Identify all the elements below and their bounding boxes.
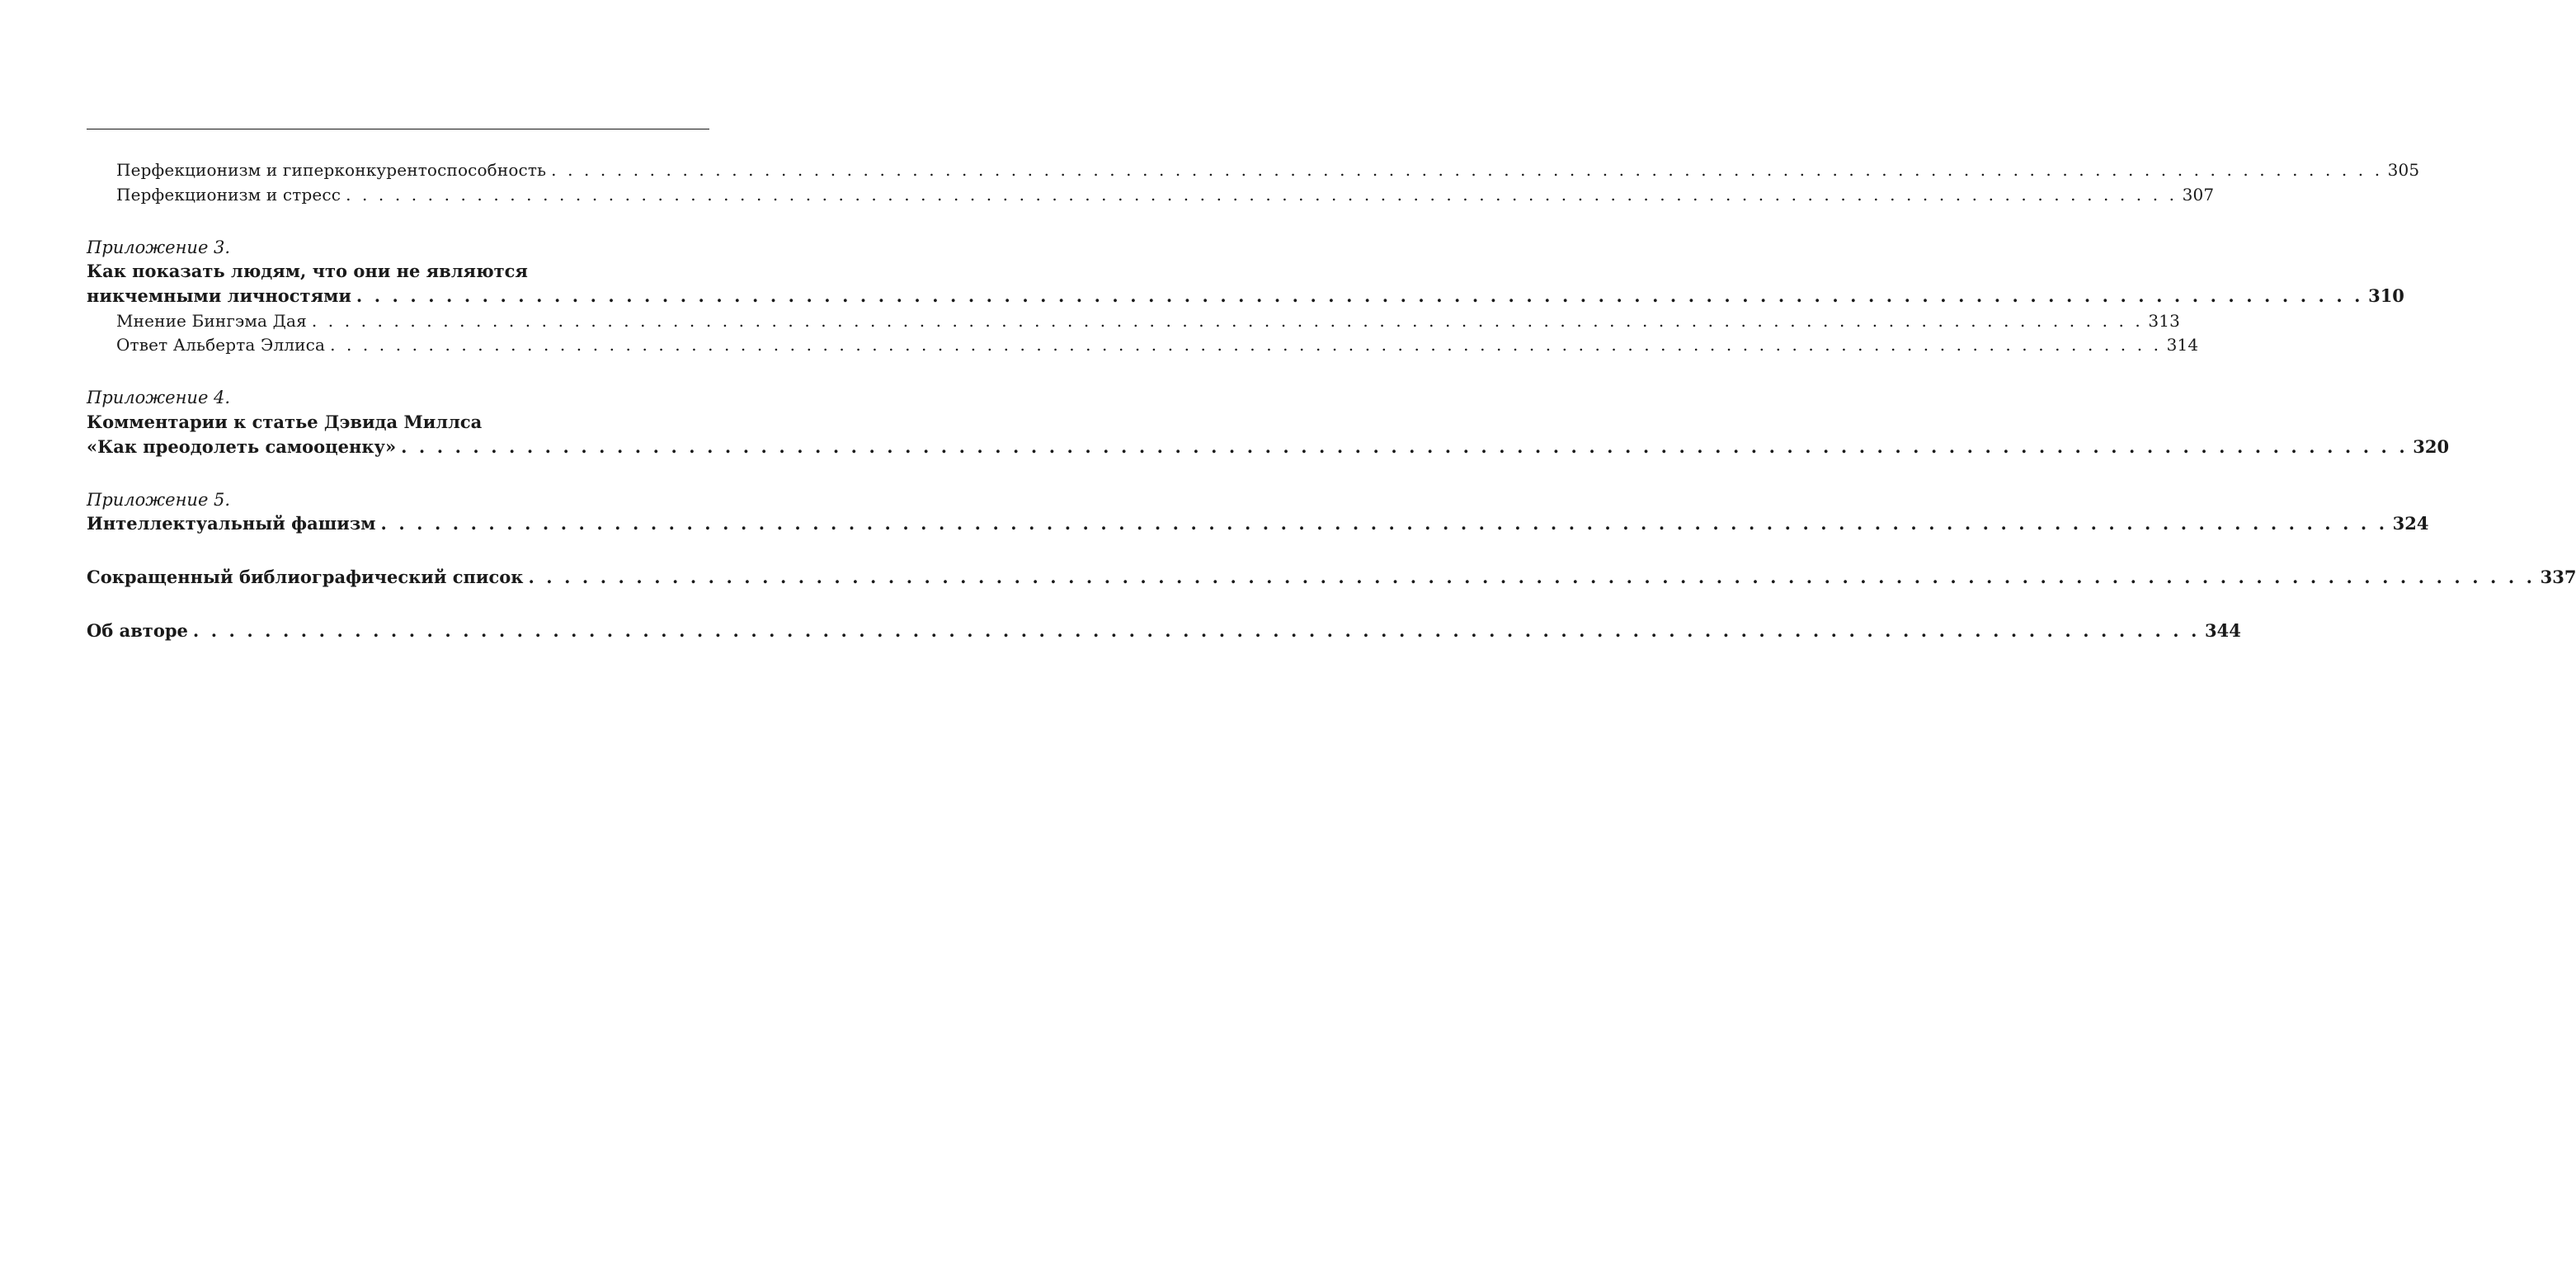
dot-leader: . . . . . . . . . . . . . . . . . . . . . . . . . . . . . . . . . . . . . . . . . . . . . . . . . . . . . . . . . . . . . . . . . . . . . . . . . . . . . . . . . . . . . . . . . . . . . . . . . . . . . . . . . . . . . . . . xyxy=(311,311,2144,331)
toc-entry-title: Мнение Бингэма Дая xyxy=(116,311,307,331)
toc-entry-about-author xyxy=(87,619,2241,643)
dot-leader: . . . . . . . . . . . . . . . . . . . . . . . . . . . . . . . . . . . . . . . . . . . . . . . . . . . . . . . . . . . . . . . . . . . . . . . . . . . . . . . . . . . . . . . . . . . . . . . . . . . . . . . . . . . . . . . . xyxy=(356,285,2364,306)
toc-entry-title: Интеллектуальный фашизм xyxy=(87,513,376,534)
toc-entry-page: 324 xyxy=(2392,513,2429,534)
dot-leader: . . . . . . . . . . . . . . . . . . . . . . . . . . . . . . . . . . . . . . . . . . . . . . . . . . . . . . . . . . . . . . . . . . . . . . . . . . . . . . . . . . . . . . . . . . . . . . . . . . . . . . . . . . . . . . . . xyxy=(330,335,2162,355)
toc-entry-perfectionism-competitiveness xyxy=(116,158,2420,182)
toc-entry-page: 307 xyxy=(2182,185,2215,205)
toc-entry-title: Перфекционизм и гиперконкурентоспособность xyxy=(116,160,547,180)
toc-entry-worthless-people-line2 xyxy=(87,284,2404,308)
dot-leader: . . . . . . . . . . . . . . . . . . . . . . . . . . . . . . . . . . . . . . . . . . . . . . . . . . . . . . . . . . . . . . . . . . . . . . . . . . . . . . . . . . . . . . . . . . . . . . . . . . . . . . . . . . . . . . . . xyxy=(380,513,2388,534)
toc-entry-title: Приложение 5. xyxy=(87,490,231,510)
toc-entry-page: 337 xyxy=(2540,567,2576,587)
toc-entry-title: никчемными личностями xyxy=(87,285,351,306)
toc-entry-title: Об авторе xyxy=(87,620,188,641)
toc-entry-title: Сокращенный библиографический список xyxy=(87,567,524,587)
toc-entry-title: «Как преодолеть самооценку» xyxy=(87,436,397,457)
toc-entry-page: 344 xyxy=(2205,620,2241,641)
toc-entry-title: Ответ Альберта Эллиса xyxy=(116,335,326,355)
toc-entry-page: 310 xyxy=(2368,285,2404,306)
toc-appendix-label-4 xyxy=(87,385,709,410)
toc-entry-title: Как показать людям, что они не являются xyxy=(87,261,528,281)
dot-leader: . . . . . . . . . . . . . . . . . . . . . . . . . . . . . . . . . . . . . . . . . . . . . . . . . . . . . . . . . . . . . . . . . . . . . . . . . . . . . . . . . . . . . . . . . . . . . . . . . . . . . . . . . . . . . . . . xyxy=(346,185,2178,205)
dot-leader: . . . . . . . . . . . . . . . . . . . . . . . . . . . . . . . . . . . . . . . . . . . . . . . . . . . . . . . . . . . . . . . . . . . . . . . . . . . . . . . . . . . . . . . . . . . . . . . . . . . . . . . . . . . . . . . . xyxy=(401,436,2409,457)
dot-leader: . . . . . . . . . . . . . . . . . . . . . . . . . . . . . . . . . . . . . . . . . . . . . . . . . . . . . . . . . . . . . . . . . . . . . . . . . . . . . . . . . . . . . . . . . . . . . . . . . . . . . . . . . . . . . . . . xyxy=(528,567,2536,587)
toc-entry-title: Приложение 3. xyxy=(87,238,231,257)
toc-entry-perfectionism-stress xyxy=(116,182,2215,207)
toc-entry-albert-ellis-answer xyxy=(116,332,2199,357)
toc-entry-page: 314 xyxy=(2166,335,2199,355)
toc-entry-page: 313 xyxy=(2148,311,2181,331)
toc-appendix-label-5 xyxy=(87,487,709,512)
toc-entry-page: 320 xyxy=(2413,436,2450,457)
dot-leader: . . . . . . . . . . . . . . . . . . . . . . . . . . . . . . . . . . . . . . . . . . . . . . . . . . . . . . . . . . . . . . . . . . . . . . . . . . . . . . . . . . . . . . . . . . . . . . . . . . . . . . . . . . . . . . . . xyxy=(551,160,2383,180)
toc-entry-title: Приложение 4. xyxy=(87,388,231,407)
toc-entry-intellectual-fascism xyxy=(87,511,2429,536)
toc-entry-title: Перфекционизм и стресс xyxy=(116,185,341,205)
toc-entry-title: Комментарии к статье Дэвида Миллса xyxy=(87,412,483,432)
dot-leader: . . . . . . . . . . . . . . . . . . . . . . . . . . . . . . . . . . . . . . . . . . . . . . . . . . . . . . . . . . . . . . . . . . . . . . . . . . . . . . . . . . . . . . . . . . . . . . . . . . . . . . . . . . . . . . . . xyxy=(192,620,2201,641)
toc-entry-bibliography xyxy=(87,565,2576,590)
toc-entry-mills-line2 xyxy=(87,435,2450,459)
toc-appendix-label-3 xyxy=(87,235,709,260)
toc-entry-bingham-dai xyxy=(116,308,2181,333)
toc-entry-mills-line1 xyxy=(87,410,709,435)
toc-entry-page: 305 xyxy=(2387,160,2420,180)
toc-entry-worthless-people-line1 xyxy=(87,259,709,284)
